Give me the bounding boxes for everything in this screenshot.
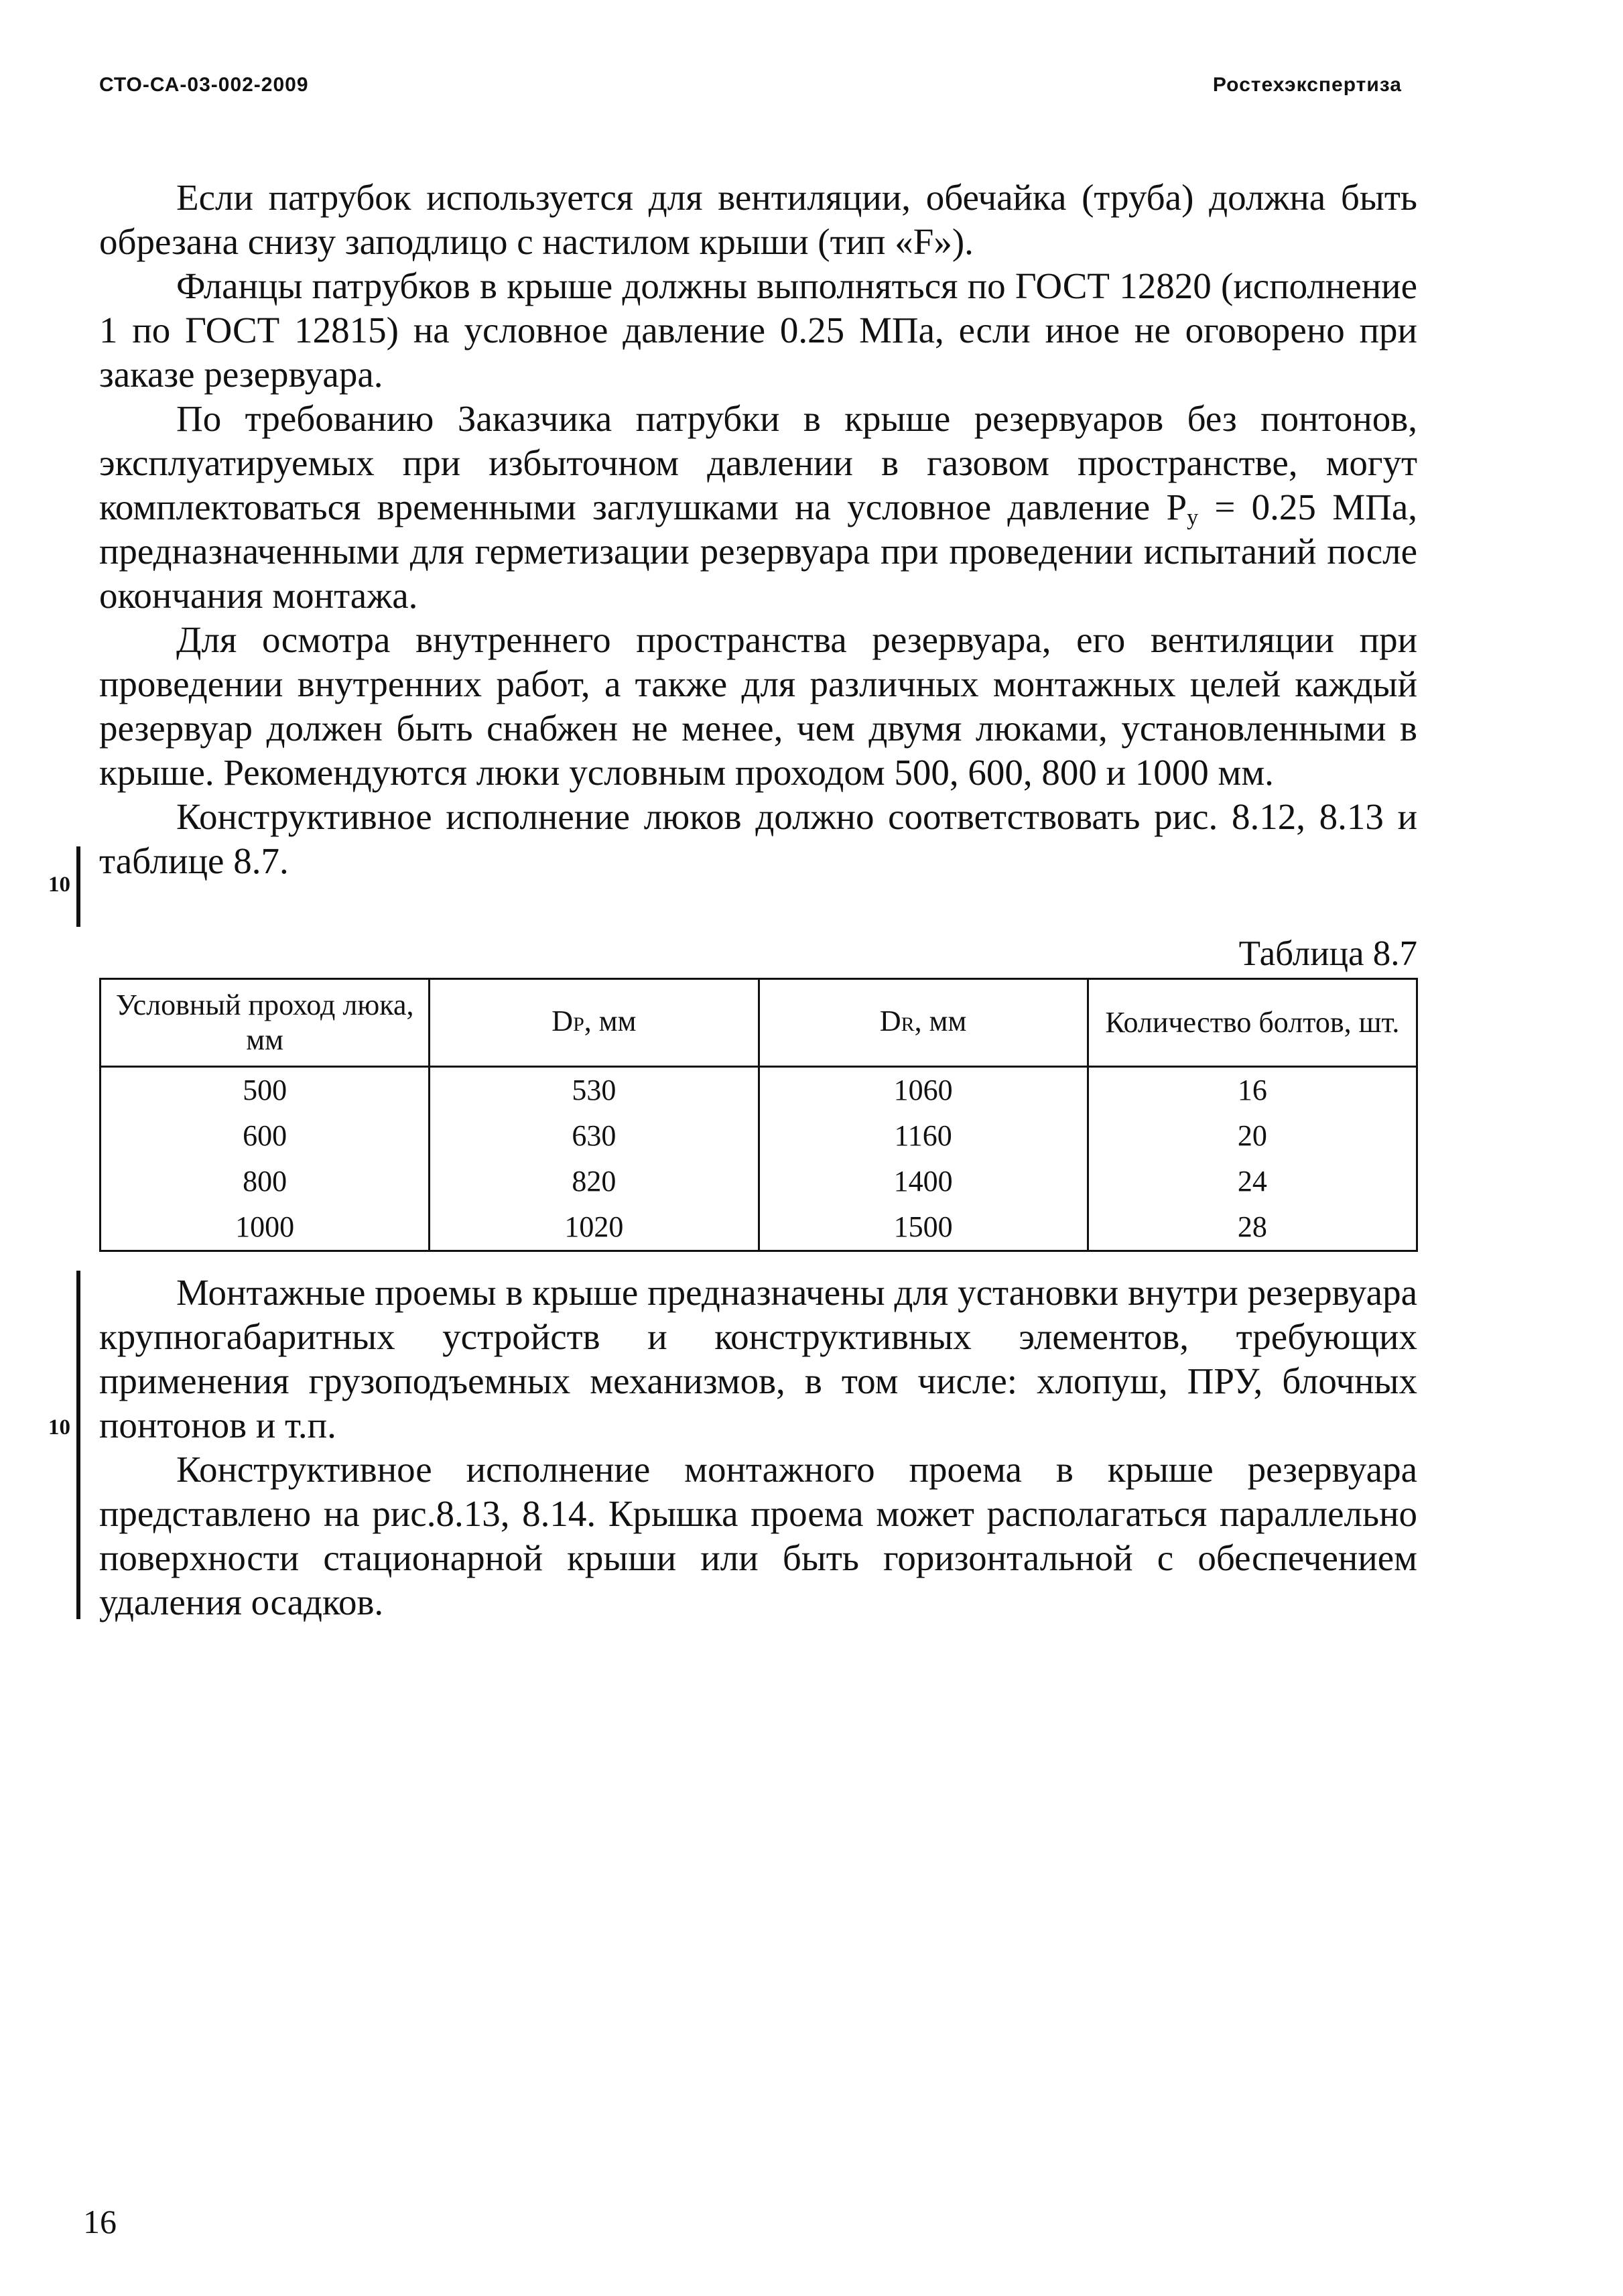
paragraph-manhole-design: Конструктивное исполнение люков должно соответствовать рис. 8.12, 8.13 и таблице 8.7. [99,796,1417,881]
table-cell: 1060 [759,1067,1088,1114]
change-number: 10 [48,1415,70,1440]
table-cell: 1160 [759,1113,1088,1159]
table-cell: 530 [430,1067,759,1114]
paragraph-assembly-openings: Монтажные проемы в крыше предназначены для установки внутри резервуара крупногабаритных устройств и конструктивных элементов, требующих применения грузоподъемных механизмов, в том числе: хлопуш, ПРУ, блочных понтонов и т.п. [99,1272,1417,1446]
table-cell: 630 [430,1113,759,1159]
table-row [101,1159,1417,1204]
pressure-subscript: y [1187,505,1199,530]
table-row [101,1067,1417,1114]
table-cell: 16 [1088,1067,1417,1114]
page-number: 16 [83,2203,117,2240]
change-number: 10 [48,873,70,897]
table-cell: 1400 [759,1159,1088,1204]
header-dr-subscript: R [901,1013,915,1035]
table-cell: 820 [430,1159,759,1204]
paragraph-temporary-plugs [99,397,1417,618]
table-cell: 24 [1088,1159,1417,1204]
table-cell: 20 [1088,1113,1417,1159]
page-header [99,74,1402,114]
body-text-upper [99,176,1417,883]
change-bar [76,1271,80,1619]
table-cell: 800 [101,1159,430,1204]
document-code: СТО-СА-03-002-2009 [99,74,309,96]
body-text-lower [99,1271,1417,1624]
header-dr: DR, мм [759,979,1088,1067]
paragraph-vent-nozzle: Если патрубок используется для вентиляции, обечайка (труба) должна быть обрезана снизу заподлицо с настилом крыши (тип «F»). [99,177,1417,262]
table-cell: 28 [1088,1204,1417,1251]
table-cell: 600 [101,1113,430,1159]
header-nominal-bore: Условный проход люка, мм [101,979,430,1067]
paragraph-manholes: Для осмотра внутреннего пространства резервуара, его вентиляции при проведении внутренних работ, а также для различных монтажных целей каждый резервуар должен быть снабжен не менее, чем двумя люками, установленными в крыше. Рекомендуются люки условным проходом 500, 600, 800 и 1000 мм. [99,619,1417,793]
table-header-row [101,979,1417,1067]
paragraph-temporary-plugs-text-1: По требованию Заказчика патрубки в крыше резервуаров без понтонов, эксплуатируемых при избыточном давлении в газовом пространстве, могут комплектоваться временными заглушками на условное давление P [99,398,1417,527]
table-row [101,1204,1417,1251]
organization-name: Ростехэкспертиза [1212,74,1402,96]
table-caption: Таблица 8.7 [1238,934,1417,973]
change-bar [76,846,80,927]
table-cell: 500 [101,1067,430,1114]
table-cell: 1020 [430,1204,759,1251]
header-dp: DP, мм [430,979,759,1067]
paragraph-opening-design: Конструктивное исполнение монтажного проема в крыше резервуара представлено на рис.8.13, 8.14. Крышка проема может располагаться параллельно поверхности стационарной крыши или быть горизонтальной с обеспечением удаления осадков. [99,1449,1417,1622]
header-bolt-count: Количество болтов, шт. [1088,979,1417,1067]
table-cell: 1000 [101,1204,430,1251]
paragraph-flanges: Фланцы патрубков в крыше должны выполняться по ГОСТ 12820 (исполнение 1 по ГОСТ 12815) на условное давление 0.25 МПа, если иное не оговорено при заказе резервуара. [99,265,1417,395]
table-cell: 1500 [759,1204,1088,1251]
manhole-table [99,978,1418,1252]
paragraph-temporary-plugs-text-2: = 0.25 МПа, предназначенными для герметизации резервуара при проведении испытаний после окончания монтажа. [99,487,1417,616]
table-row [101,1113,1417,1159]
header-dp-subscript: P [573,1013,584,1035]
